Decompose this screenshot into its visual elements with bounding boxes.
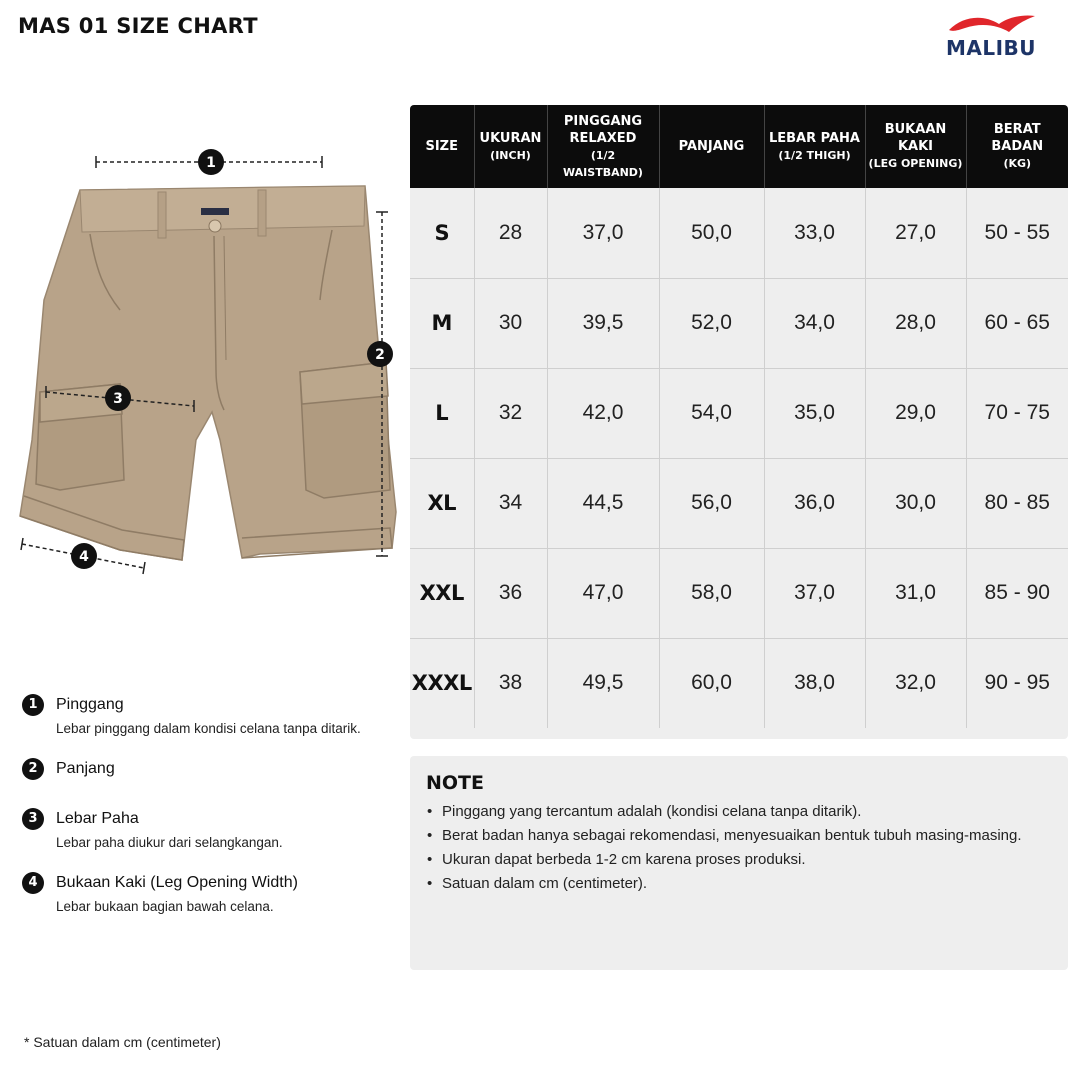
legend-item-waist xyxy=(22,694,402,758)
size-table xyxy=(410,105,1068,739)
cell-bukaan-kaki: 32,0 xyxy=(865,638,966,728)
legend-item-length xyxy=(22,758,402,808)
svg-text:3: 3 xyxy=(113,391,123,407)
cell-panjang: 52,0 xyxy=(659,278,764,368)
cell-size: M xyxy=(410,278,474,368)
cell-pinggang: 47,0 xyxy=(547,548,659,638)
cell-pinggang: 42,0 xyxy=(547,368,659,458)
legend-item-thigh xyxy=(22,808,402,872)
cell-pinggang: 49,5 xyxy=(547,638,659,728)
cell-pinggang: 37,0 xyxy=(547,188,659,278)
cell-bukaan-kaki: 28,0 xyxy=(865,278,966,368)
cell-lebar-paha: 35,0 xyxy=(764,368,865,458)
legend-description: Lebar pinggang dalam kondisi celana tanpa ditarik. xyxy=(56,721,361,736)
legend-number: 4 xyxy=(22,872,44,894)
legend-title: Panjang xyxy=(56,760,115,777)
legend-description: Lebar paha diukur dari selangkangan. xyxy=(56,835,283,850)
note-title: NOTE xyxy=(426,772,484,794)
cell-panjang: 54,0 xyxy=(659,368,764,458)
cell-berat-badan: 85 - 90 xyxy=(966,548,1068,638)
shorts-diagram xyxy=(10,140,400,580)
note-item: • Pinggang yang tercantum adalah (kondisi celana tanpa ditarik). xyxy=(426,802,1052,822)
cell-berat-badan: 90 - 95 xyxy=(966,638,1068,728)
cell-lebar-paha: 33,0 xyxy=(764,188,865,278)
cell-ukuran: 30 xyxy=(474,278,547,368)
cell-berat-badan: 50 - 55 xyxy=(966,188,1068,278)
header-pinggang: PINGGANG RELAXED (1/2 WAISTBAND) xyxy=(547,105,659,188)
table-row xyxy=(410,278,1068,368)
cell-pinggang: 39,5 xyxy=(547,278,659,368)
cell-ukuran: 36 xyxy=(474,548,547,638)
header-size: SIZE xyxy=(410,105,474,188)
header-bukaan-kaki: BUKAAN KAKI (LEG OPENING) xyxy=(865,105,966,188)
cell-lebar-paha: 38,0 xyxy=(764,638,865,728)
note-item: • Berat badan hanya sebagai rekomendasi, menyesuaikan bentuk tubuh masing-masing. xyxy=(426,826,1052,846)
footnote: * Satuan dalam cm (centimeter) xyxy=(24,1034,221,1050)
cell-lebar-paha: 34,0 xyxy=(764,278,865,368)
legend-title: Lebar Paha xyxy=(56,810,139,827)
table-header-row xyxy=(410,105,1068,188)
legend-number: 3 xyxy=(22,808,44,830)
legend-title: Pinggang xyxy=(56,696,124,713)
cell-bukaan-kaki: 31,0 xyxy=(865,548,966,638)
cell-ukuran: 28 xyxy=(474,188,547,278)
cell-pinggang: 44,5 xyxy=(547,458,659,548)
table-row xyxy=(410,188,1068,278)
measurement-legend xyxy=(22,694,402,936)
cell-size: XXXL xyxy=(410,638,474,728)
header-lebar-paha: LEBAR PAHA (1/2 THIGH) xyxy=(764,105,865,188)
brand-logo xyxy=(935,12,1047,60)
page-title: MAS 01 SIZE CHART xyxy=(18,14,258,38)
table-row xyxy=(410,368,1068,458)
cell-panjang: 58,0 xyxy=(659,548,764,638)
marker-3 xyxy=(105,385,131,411)
note-box xyxy=(410,756,1068,970)
table-row xyxy=(410,638,1068,728)
svg-text:4: 4 xyxy=(79,549,89,565)
marker-2 xyxy=(367,341,393,367)
cell-bukaan-kaki: 29,0 xyxy=(865,368,966,458)
header-panjang: PANJANG xyxy=(659,105,764,188)
table-row xyxy=(410,458,1068,548)
marker-4 xyxy=(71,543,97,569)
cell-size: XL xyxy=(410,458,474,548)
cell-size: XXL xyxy=(410,548,474,638)
header-berat-badan: BERAT BADAN (KG) xyxy=(966,105,1068,188)
cell-panjang: 50,0 xyxy=(659,188,764,278)
legend-title: Bukaan Kaki (Leg Opening Width) xyxy=(56,874,298,891)
legend-item-leg-opening xyxy=(22,872,402,936)
header-ukuran: UKURAN (INCH) xyxy=(474,105,547,188)
svg-text:1: 1 xyxy=(206,155,216,171)
cell-lebar-paha: 36,0 xyxy=(764,458,865,548)
legend-description: Lebar bukaan bagian bawah celana. xyxy=(56,899,274,914)
table-row xyxy=(410,548,1068,638)
cell-berat-badan: 80 - 85 xyxy=(966,458,1068,548)
cell-size: L xyxy=(410,368,474,458)
cell-berat-badan: 60 - 65 xyxy=(966,278,1068,368)
cell-ukuran: 38 xyxy=(474,638,547,728)
cell-ukuran: 34 xyxy=(474,458,547,548)
cell-bukaan-kaki: 27,0 xyxy=(865,188,966,278)
svg-text:2: 2 xyxy=(375,347,385,363)
cell-berat-badan: 70 - 75 xyxy=(966,368,1068,458)
cell-bukaan-kaki: 30,0 xyxy=(865,458,966,548)
cell-size: S xyxy=(410,188,474,278)
marker-1 xyxy=(198,149,224,175)
cell-lebar-paha: 37,0 xyxy=(764,548,865,638)
brand-name: MALIBU xyxy=(945,36,1037,60)
note-item: • Ukuran dapat berbeda 1-2 cm karena proses produksi. xyxy=(426,850,1052,870)
bird-wing-icon xyxy=(943,12,1039,38)
legend-number: 2 xyxy=(22,758,44,780)
note-list xyxy=(426,802,1052,894)
cell-ukuran: 32 xyxy=(474,368,547,458)
note-item: • Satuan dalam cm (centimeter). xyxy=(426,874,1052,894)
legend-number: 1 xyxy=(22,694,44,716)
cell-panjang: 60,0 xyxy=(659,638,764,728)
cell-panjang: 56,0 xyxy=(659,458,764,548)
